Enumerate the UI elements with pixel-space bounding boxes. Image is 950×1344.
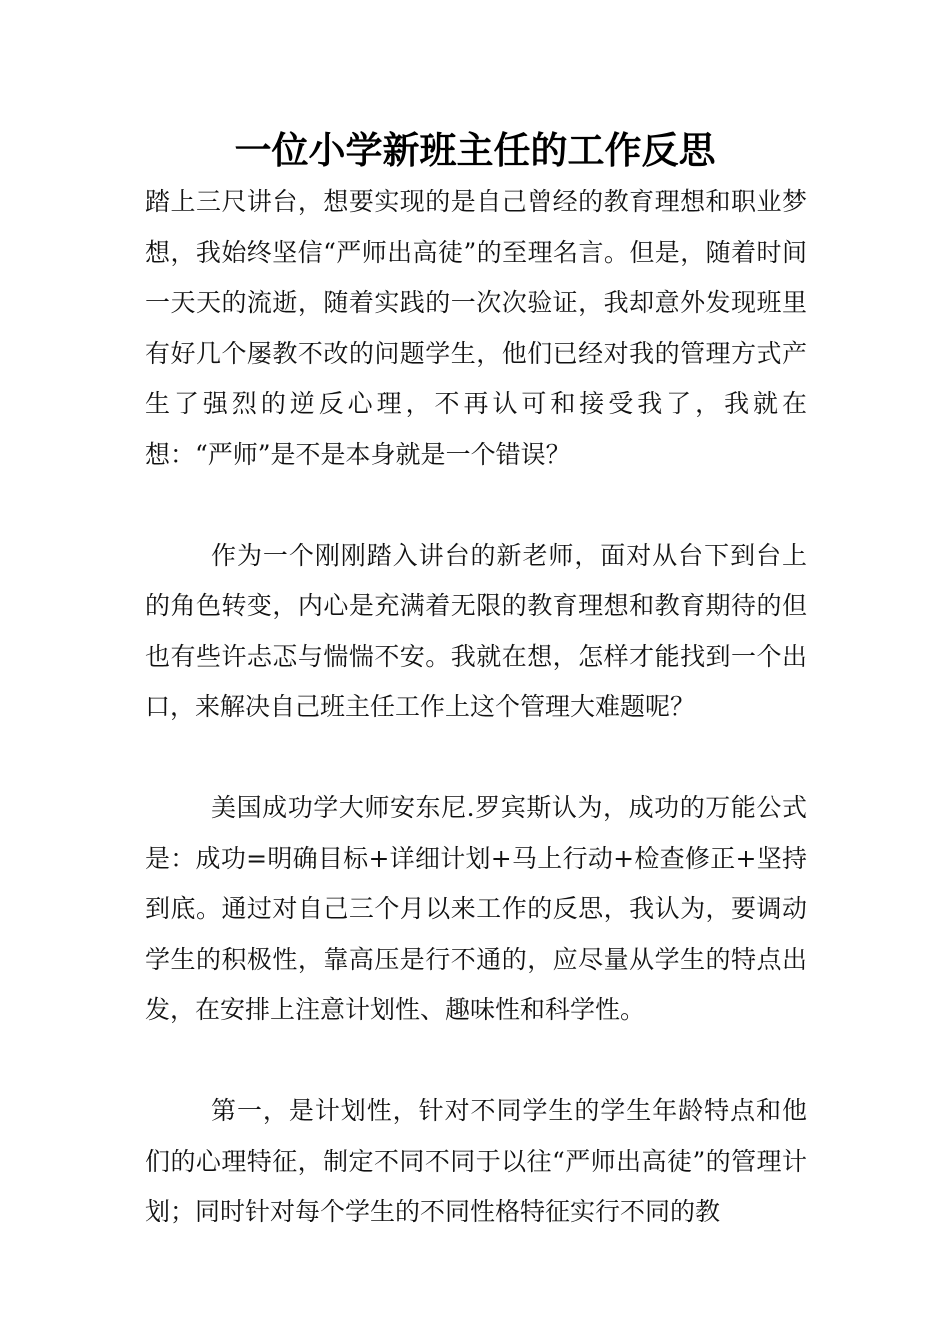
document-body — [145, 177, 807, 1288]
paragraph-2: 作为一个刚刚踏入讲台的新老师，面对从台下到台上的角色转变，内心是充满着无限的教育理想和教育期待的但也有些许忐忑与惴惴不安。我就在想，怎样才能找到一个出口，来解决自己班主任工作上这个管理大难题呢？ — [145, 540, 807, 721]
paragraph-4: 第一，是计划性，针对不同学生的学生年龄特点和他们的心理特征，制定不同不同于以往“严师出高徒”的管理计划；同时针对每个学生的不同性格特征实行不同的教 — [145, 1096, 807, 1226]
document-title: 一位小学新班主任的工作反思 — [234, 129, 716, 172]
paragraph-1: 踏上三尺讲台，想要实现的是自己曾经的教育理想和职业梦想，我始终坚信“严师出高徒”的至理名言。但是，随着时间一天天的流逝，随着实践的一次次验证，我却意外发现班里有好几个屡教不改的问题学生，他们已经对我的管理方式产生了强烈的逆反心理，不再认可和接受我了，我就在想：“严师”是不是本身就是一个错误？ — [145, 187, 807, 469]
paragraph-3: 美国成功学大师安东尼.罗宾斯认为，成功的万能公式是：成功=明确目标+详细计划+马上行动+检查修正+坚持到底。通过对自己三个月以来工作的反思，我认为，要调动学生的积极性，靠高压是行不通的，应尽量从学生的特点出发，在安排上注意计划性、趣味性和科学性。 — [145, 793, 807, 1024]
